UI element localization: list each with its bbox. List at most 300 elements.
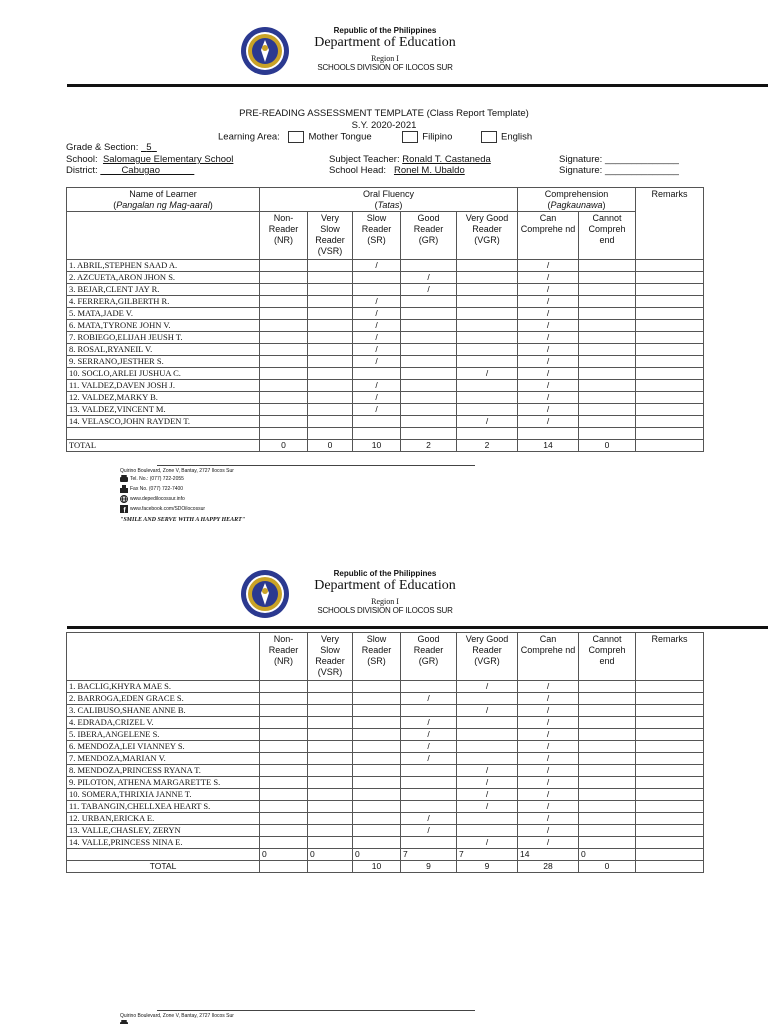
mark-cell: / <box>518 825 579 837</box>
deped-seal-icon <box>240 569 290 619</box>
page1-footer <box>120 468 245 523</box>
mark-cell: / <box>518 705 579 717</box>
mark-cell: 0 <box>308 849 353 861</box>
learner-name-cell: 1. ABRIL,STEPHEN SAAD A. <box>67 260 260 272</box>
mark-cell <box>353 813 401 825</box>
mark-cell <box>579 332 636 344</box>
mark-cell <box>457 741 518 753</box>
mark-cell <box>401 332 457 344</box>
mark-cell <box>353 693 401 705</box>
mark-cell <box>579 308 636 320</box>
mark-cell: / <box>401 729 457 741</box>
republic-label: Republic of the Philippines <box>333 569 437 578</box>
mark-cell <box>353 825 401 837</box>
mark-cell <box>308 825 353 837</box>
region-label: Region I <box>371 54 399 63</box>
mark-cell <box>401 296 457 308</box>
learner-row <box>67 332 704 344</box>
mark-cell <box>308 428 353 440</box>
mark-cell <box>353 777 401 789</box>
mark-cell: 2 <box>401 440 457 452</box>
mark-cell <box>457 380 518 392</box>
mark-cell: 0 <box>579 861 636 873</box>
mark-cell <box>308 308 353 320</box>
learner-row <box>67 681 704 693</box>
remarks-cell <box>636 284 704 296</box>
footer-tel: Tel. No.: (077) 722-2055 <box>130 476 184 482</box>
mark-cell <box>308 681 353 693</box>
mark-cell <box>308 344 353 356</box>
mark-cell: / <box>401 272 457 284</box>
mark-cell: / <box>457 801 518 813</box>
learner-row <box>67 296 704 308</box>
mark-cell <box>579 356 636 368</box>
mark-cell <box>579 296 636 308</box>
mother-tongue-checkbox[interactable] <box>288 131 304 143</box>
learner-row <box>67 705 704 717</box>
learning-area <box>218 131 532 143</box>
learner-name-cell <box>67 428 260 440</box>
mark-cell <box>308 260 353 272</box>
mark-cell: / <box>353 344 401 356</box>
mark-cell <box>579 320 636 332</box>
school-label: School: <box>66 154 98 165</box>
mark-cell <box>353 765 401 777</box>
mark-cell: / <box>518 392 579 404</box>
learner-row <box>67 765 704 777</box>
col-header: Slow Reader (SR) <box>353 633 401 681</box>
learner-name-cell: 13. VALLE,CHASLEY, ZERYN <box>67 825 260 837</box>
mark-cell <box>260 765 308 777</box>
col-header: Slow Reader (SR) <box>353 212 401 260</box>
division-label: SCHOOLS DIVISION OF ILOCOS SUR <box>317 606 453 615</box>
grade-section <box>66 142 157 153</box>
mark-cell <box>260 681 308 693</box>
mark-cell: / <box>353 260 401 272</box>
mark-cell <box>308 380 353 392</box>
mark-cell <box>353 741 401 753</box>
mark-cell <box>260 284 308 296</box>
mark-cell <box>308 332 353 344</box>
deped-seal-icon <box>240 26 290 76</box>
learner-name-cell <box>67 849 260 861</box>
footer-fax: Fax No. (077) 722-7400 <box>130 486 184 492</box>
school-year: S.Y. 2020-2021 <box>351 120 417 131</box>
remarks-header: Remarks <box>636 188 704 260</box>
mark-cell <box>308 416 353 428</box>
mark-cell: / <box>518 837 579 849</box>
mark-cell <box>308 777 353 789</box>
learner-name-cell: 1. BACLIG,KHYRA MAE S. <box>67 681 260 693</box>
total-label: TOTAL <box>67 440 260 452</box>
mark-cell <box>308 837 353 849</box>
mark-cell: / <box>401 741 457 753</box>
mark-cell: 14 <box>518 440 579 452</box>
mark-cell <box>401 705 457 717</box>
mark-cell <box>353 729 401 741</box>
grade-label: Grade & Section: <box>66 142 139 153</box>
col-header: Can Comprehe nd <box>518 633 579 681</box>
mark-cell <box>260 705 308 717</box>
learner-row <box>67 693 704 705</box>
learner-name-cell: 2. BARROGA,EDEN GRACE S. <box>67 693 260 705</box>
footer-motto: "SMILE AND SERVE WITH A HAPPY HEART" <box>120 517 246 523</box>
mark-cell <box>260 777 308 789</box>
learner-name-cell: 3. BEJAR,CLENT JAY R. <box>67 284 260 296</box>
col-header: Cannot Compreh end <box>579 633 636 681</box>
col-header: Can Comprehe nd <box>518 212 579 260</box>
mark-cell <box>579 284 636 296</box>
mark-cell <box>579 813 636 825</box>
mark-cell <box>457 284 518 296</box>
mark-cell <box>579 693 636 705</box>
col-header: Good Reader (GR) <box>401 212 457 260</box>
mark-cell <box>308 705 353 717</box>
assessment-table-1 <box>66 187 704 452</box>
col-header: Non-Reader (NR) <box>260 633 308 681</box>
subtotal-row <box>67 849 704 861</box>
mark-cell <box>401 320 457 332</box>
mark-cell: 14 <box>518 849 579 861</box>
learner-name-cell: 11. TABANGIN,CHELLXEA HEART S. <box>67 801 260 813</box>
footer-rule <box>157 465 475 466</box>
remarks-cell <box>636 380 704 392</box>
mark-cell <box>308 272 353 284</box>
mark-cell <box>260 813 308 825</box>
learner-row <box>67 320 704 332</box>
mark-cell <box>579 272 636 284</box>
mother-tongue-label: Mother Tongue <box>308 131 372 143</box>
mark-cell <box>457 825 518 837</box>
mark-cell: / <box>401 825 457 837</box>
mark-cell <box>260 837 308 849</box>
mark-cell: / <box>518 284 579 296</box>
blank-header <box>67 633 260 681</box>
total-label: TOTAL <box>67 861 260 873</box>
mark-cell: / <box>518 681 579 693</box>
remarks-cell <box>636 801 704 813</box>
oral-fluency-header: Oral Fluency (Tatas) <box>260 188 518 212</box>
mark-cell: 0 <box>260 440 308 452</box>
learner-row <box>67 837 704 849</box>
mark-cell: / <box>457 681 518 693</box>
mark-cell <box>518 428 579 440</box>
total-row <box>67 440 704 452</box>
learner-name-cell: 3. CALIBUSO,SHANE ANNE B. <box>67 705 260 717</box>
mark-cell <box>457 428 518 440</box>
mark-cell <box>579 416 636 428</box>
remarks-cell <box>636 332 704 344</box>
teacher-value: Ronald T. Castaneda <box>402 154 491 165</box>
learner-name-cell: 12. VALDEZ,MARKY B. <box>67 392 260 404</box>
mark-cell: / <box>518 260 579 272</box>
mark-cell <box>260 380 308 392</box>
mark-cell <box>260 729 308 741</box>
mark-cell <box>401 392 457 404</box>
head-label: School Head: <box>329 165 387 176</box>
mark-cell <box>579 825 636 837</box>
remarks-cell <box>636 368 704 380</box>
mark-cell: 0 <box>308 440 353 452</box>
learner-name-cell: 13. VALDEZ,VINCENT M. <box>67 404 260 416</box>
mark-cell <box>308 765 353 777</box>
mark-cell <box>260 260 308 272</box>
mark-cell <box>308 729 353 741</box>
header-rule <box>67 626 768 629</box>
remarks-cell <box>636 765 704 777</box>
mark-cell <box>260 272 308 284</box>
phone-icon <box>120 1020 128 1024</box>
table1-group-header <box>67 188 704 212</box>
mark-cell: / <box>353 380 401 392</box>
division-label: SCHOOLS DIVISION OF ILOCOS SUR <box>317 63 453 72</box>
total-row <box>67 861 704 873</box>
mark-cell <box>579 741 636 753</box>
col-header: Non-Reader (NR) <box>260 212 308 260</box>
learner-row <box>67 717 704 729</box>
remarks-cell <box>636 813 704 825</box>
footer-rule <box>157 1010 475 1011</box>
footer-web: www.depedilocossur.info <box>130 496 185 502</box>
mark-cell <box>353 428 401 440</box>
mark-cell: / <box>518 753 579 765</box>
mark-cell <box>579 260 636 272</box>
remarks-cell <box>636 825 704 837</box>
learning-area-label: Learning Area: <box>218 131 280 143</box>
mark-cell: / <box>401 693 457 705</box>
mark-cell <box>308 296 353 308</box>
mark-cell: 7 <box>457 849 518 861</box>
mark-cell: / <box>353 392 401 404</box>
mark-cell <box>260 861 308 873</box>
remarks-cell <box>636 741 704 753</box>
remarks-cell <box>636 308 704 320</box>
mark-cell <box>457 344 518 356</box>
mark-cell <box>308 392 353 404</box>
mark-cell <box>457 332 518 344</box>
col-header: Very Slow Reader (VSR) <box>308 212 353 260</box>
mark-cell <box>401 344 457 356</box>
remarks-cell <box>636 404 704 416</box>
mark-cell <box>579 729 636 741</box>
learner-row <box>67 825 704 837</box>
mark-cell <box>401 837 457 849</box>
remarks-cell <box>636 861 704 873</box>
learner-row <box>67 416 704 428</box>
mark-cell <box>401 681 457 693</box>
footer-address: Quirino Boulevard, Zone V, Bantay, 2727 Ilocos Sur <box>120 1013 234 1019</box>
mark-cell <box>457 392 518 404</box>
mark-cell: / <box>518 765 579 777</box>
mark-cell <box>308 284 353 296</box>
mark-cell <box>579 404 636 416</box>
mark-cell <box>260 416 308 428</box>
form-title: PRE-READING ASSESSMENT TEMPLATE (Class Report Template) <box>239 108 529 119</box>
remarks-cell <box>636 705 704 717</box>
mark-cell: / <box>353 308 401 320</box>
mark-cell: 0 <box>579 440 636 452</box>
mark-cell <box>353 272 401 284</box>
learner-name-cell: 10. SOCLO,ARLEI JUSHUA C. <box>67 368 260 380</box>
mark-cell <box>260 392 308 404</box>
signature-teacher: Signature: ______________ <box>559 154 679 165</box>
learner-row <box>67 284 704 296</box>
mark-cell <box>308 741 353 753</box>
mark-cell <box>308 813 353 825</box>
remarks-cell <box>636 320 704 332</box>
department-label: Department of Education <box>314 578 456 593</box>
remarks-cell <box>636 428 704 440</box>
remarks-cell <box>636 344 704 356</box>
learner-row <box>67 789 704 801</box>
remarks-cell <box>636 729 704 741</box>
district-value: Cabugao <box>121 165 160 176</box>
learner-name-cell: 12. URBAN,ERICKA E. <box>67 813 260 825</box>
mark-cell <box>457 308 518 320</box>
mark-cell: / <box>518 308 579 320</box>
mark-cell <box>457 753 518 765</box>
mark-cell <box>260 741 308 753</box>
mark-cell <box>260 717 308 729</box>
mark-cell <box>353 801 401 813</box>
mark-cell: / <box>457 368 518 380</box>
mark-cell <box>579 789 636 801</box>
mark-cell: / <box>518 356 579 368</box>
mark-cell: / <box>353 320 401 332</box>
learner-name-cell: 5. MATA,JADE V. <box>67 308 260 320</box>
mark-cell <box>308 320 353 332</box>
mark-cell: / <box>518 272 579 284</box>
mark-cell <box>401 380 457 392</box>
learner-name-cell: 5. IBERA,ANGELENE S. <box>67 729 260 741</box>
mark-cell: 10 <box>353 440 401 452</box>
mark-cell: / <box>518 296 579 308</box>
table1-body <box>67 260 704 452</box>
mark-cell <box>401 308 457 320</box>
mark-cell: / <box>518 380 579 392</box>
mark-cell <box>260 825 308 837</box>
mark-cell <box>353 837 401 849</box>
learner-row <box>67 777 704 789</box>
mark-cell: / <box>353 296 401 308</box>
remarks-cell <box>636 681 704 693</box>
region-label: Region I <box>371 597 399 606</box>
mark-cell <box>579 801 636 813</box>
mark-cell: / <box>518 729 579 741</box>
table2-column-header <box>67 633 704 681</box>
mark-cell: / <box>457 777 518 789</box>
remarks-cell <box>636 717 704 729</box>
learner-name-cell: 11. VALDEZ,DAVEN JOSH J. <box>67 380 260 392</box>
table2-body <box>67 681 704 873</box>
mark-cell: 28 <box>518 861 579 873</box>
mark-cell <box>579 392 636 404</box>
mark-cell <box>353 368 401 380</box>
mark-cell <box>260 332 308 344</box>
remarks-cell <box>636 693 704 705</box>
mark-cell <box>401 789 457 801</box>
learner-name-cell: 6. MENDOZA,LEI VIANNEY S. <box>67 741 260 753</box>
mark-cell <box>260 693 308 705</box>
mark-cell <box>308 368 353 380</box>
mark-cell <box>457 272 518 284</box>
mark-cell <box>579 753 636 765</box>
comprehension-header: Comprehension (Pagkaunawa) <box>518 188 636 212</box>
learner-row <box>67 368 704 380</box>
mark-cell <box>579 344 636 356</box>
remarks-cell <box>636 753 704 765</box>
mark-cell <box>308 356 353 368</box>
mark-cell: / <box>518 741 579 753</box>
school-row <box>66 154 233 165</box>
mark-cell <box>401 260 457 272</box>
footer-address: Quirino Boulevard, Zone V, Bantay, 2727 Ilocos Sur <box>120 468 234 474</box>
mark-cell: / <box>457 789 518 801</box>
remarks-cell <box>636 272 704 284</box>
mark-cell <box>260 753 308 765</box>
learner-row <box>67 260 704 272</box>
col-header: Cannot Compreh end <box>579 212 636 260</box>
mark-cell <box>308 801 353 813</box>
mark-cell <box>260 404 308 416</box>
mark-cell <box>260 789 308 801</box>
remarks-cell <box>636 260 704 272</box>
mark-cell <box>579 717 636 729</box>
mark-cell: / <box>518 332 579 344</box>
table1-column-header <box>67 212 704 260</box>
remarks-cell <box>636 416 704 428</box>
mark-cell <box>457 320 518 332</box>
learner-name-cell: 14. VELASCO,JOHN RAYDEN T. <box>67 416 260 428</box>
mark-cell <box>579 777 636 789</box>
globe-icon <box>120 495 128 503</box>
head-value: Ronel M. Ubaldo <box>393 165 465 176</box>
mark-cell: / <box>457 765 518 777</box>
mark-cell <box>401 765 457 777</box>
mark-cell: / <box>353 404 401 416</box>
remarks-cell <box>636 777 704 789</box>
mark-cell: / <box>401 717 457 729</box>
learner-name-cell: 7. ROBIEGO,ELIJAH JEUSH T. <box>67 332 260 344</box>
remarks-cell <box>636 356 704 368</box>
remarks-cell <box>636 789 704 801</box>
mark-cell: 10 <box>353 861 401 873</box>
head-row <box>329 165 465 176</box>
col-header: Very Good Reader (VGR) <box>457 633 518 681</box>
filipino-checkbox[interactable] <box>402 131 418 143</box>
learner-name-cell: 9. SERRANO,JESTHER S. <box>67 356 260 368</box>
mark-cell <box>353 284 401 296</box>
learner-name-cell: 4. FERRERA,GILBERTH R. <box>67 296 260 308</box>
mark-cell <box>579 681 636 693</box>
mark-cell: / <box>457 705 518 717</box>
learner-row <box>67 729 704 741</box>
school-value: Salomague Elementary School <box>102 154 234 165</box>
remarks-cell <box>636 296 704 308</box>
mark-cell: 0 <box>353 849 401 861</box>
col-header: Very Good Reader (VGR) <box>457 212 518 260</box>
learner-row <box>67 344 704 356</box>
learner-name-cell: 7. MENDOZA,MARIAN V. <box>67 753 260 765</box>
mark-cell <box>353 789 401 801</box>
assessment-table-2 <box>66 632 704 873</box>
facebook-icon <box>120 505 128 513</box>
remarks-header: Remarks <box>636 633 704 681</box>
mark-cell <box>401 356 457 368</box>
mark-cell <box>457 356 518 368</box>
english-checkbox[interactable] <box>481 131 497 143</box>
mark-cell: / <box>353 356 401 368</box>
